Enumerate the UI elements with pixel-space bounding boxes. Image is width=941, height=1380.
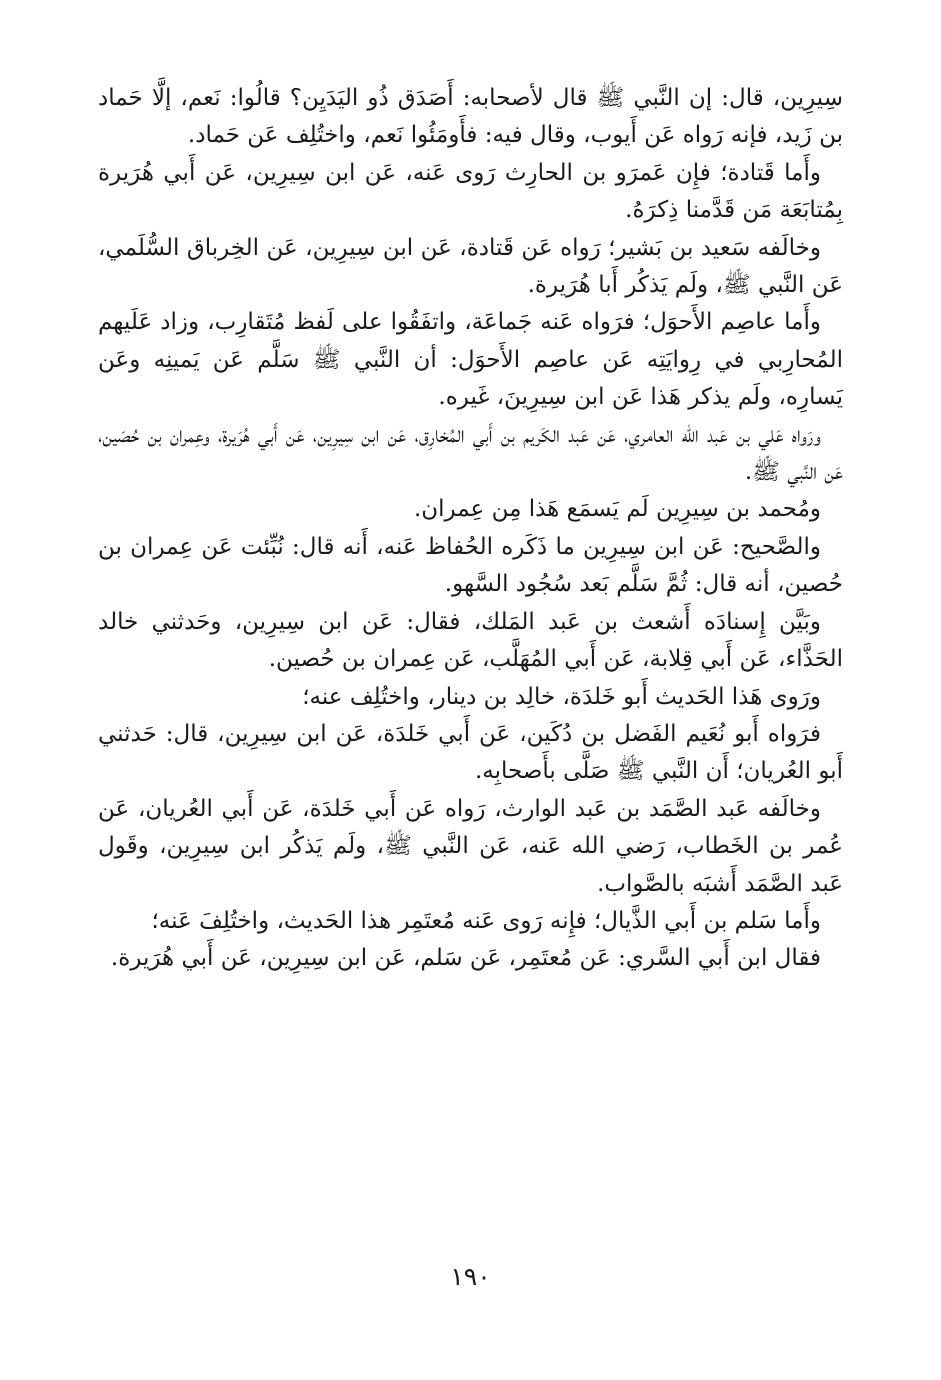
paragraph-5: ورَواه عَلي بن عَبد الله العامري، عَن عَبد الكَريم بن أَبي المُخارِق، عَن ابن سِيرِين، عَن أَبي هُرَيرة، وعِمران بن حُصَين، عَن النَّبي ﷺ. xyxy=(98,421,843,486)
paragraph-12: وأَما سَلم بن أَبي الذَّيال؛ فإِنه رَوى عَنه مُعتَمِر هذا الحَديث، واختُلِفَ عَنه؛ xyxy=(151,907,821,934)
paragraph-11: وخالَفه عَبد الصَّمَد بن عَبد الوارث، رَواه عَن أَبي خَلدَة، عَن أَبي العُريان، عَن عُمر بن الخَطاب، رَضي الله عَنه، عَن النَّبي ﷺ، ولَم يَذكُر ابن سِيرِين، وقَول عَبد الصَّمَد أَشبَه بالصَّواب. xyxy=(98,795,843,897)
page-number: ١٩٠ xyxy=(450,1262,491,1291)
paragraph-1: سِيرِين، قال: إن النَّبي ﷺ قال لأصحابه: أَصَدَق ذُو اليَدَيِن؟ قالُوا: نَعم، إلَّا حَماد بن زَيد، فإنه رَواه عَن أَيوب، وقال فيه: فأَومَئُوا نَعم، واختُلِف عَن حَماد. xyxy=(98,85,843,149)
paragraph-13: فقال ابن أَبي السَّري: عَن مُعتَمِر، عَن سَلم، عَن ابن سِيرِين، عَن أَبي هُرَيرة. xyxy=(110,945,821,972)
paragraph-10: فرَواه أَبو نُعَيم الفَضل بن دُكَين، عَن أَبي خَلدَة، عَن ابن سِيرِين، قال: حَدثني أَبو العُريان؛ أَن النَّبي ﷺ صَلَّى بأَصحابِه. xyxy=(98,720,843,785)
paragraph-7: والصَّحيح: عَن ابن سِيرِين ما ذَكَره الحُفاظ عَنه، أَنه قال: نُبِّئت عَن عِمران بن حُصين، أنه قال: ثُمَّ سَلَّم بَعد سُجُود السَّهو. xyxy=(98,533,843,598)
paragraph-6: ومُحمد بن سِيرِين لَم يَسمَع هَذا مِن عِمران. xyxy=(413,496,821,523)
paragraph-9: ورَوى هَذا الحَديث أَبو خَلدَة، خالِد بن دينار، واختُلِف عنه؛ xyxy=(302,683,821,710)
paragraph-3: وخالَفه سَعيد بن بَشير؛ رَواه عَن قَتادة، عَن ابن سِيرِين، عَن الخِرباق السُّلَمي، عَن النَّبي ﷺ، ولَم يَذكُر أَبا هُرَيرة. xyxy=(98,234,843,299)
paragraph-4: وأَما عاصِم الأَحوَل؛ فرَواه عَنه جَماعَة، واتفَقُوا على لَفظ مُتَقارِب، وزاد عَلَيهم المُحارِبي في رِوايَتِه عَن عاصِم الأَحوَل: أن النَّبي ﷺ سَلَّم عَن يَمينِه وعَن يَسارِه، ولَم يذكر هَذا عَن ابن سِيرِينَ، غَيره. xyxy=(98,309,843,411)
paragraph-8: وبَيَّن إِسنادَه أَشعث بن عَبد المَلك، فقال: عَن ابن سِيرِين، وحَدثني خالد الحَذَّاء، عَن أَبي قِلابة، عَن أَبي المُهَلَّب، عَن عِمران بن حُصين. xyxy=(98,608,843,673)
paragraph-2: وأَما قَتادة؛ فإِن عَمرَو بن الحارِث رَوى عَنه، عَن ابن سِيرِين، عَن أَبي هُرَيرة بِمُتابَعَة مَن قَدَّمنا ذِكرَهُ. xyxy=(98,159,843,224)
page-body-text xyxy=(98,80,843,978)
